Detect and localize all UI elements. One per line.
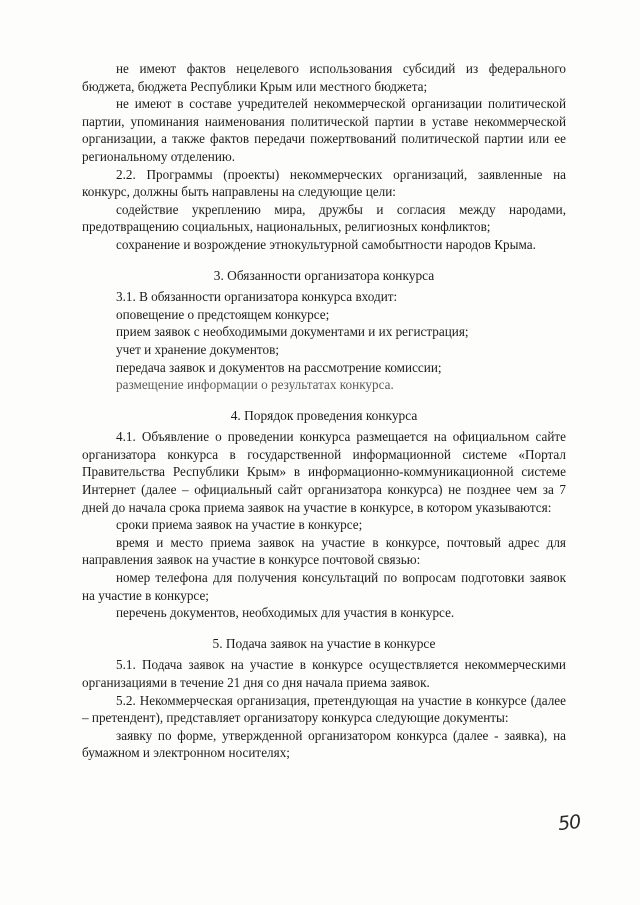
list-item: номер телефона для получения консультаций по вопросам подготовки заявок на участие в конкурсе; [82,570,566,603]
paragraph: 3.1. В обязанности организатора конкурса входит: [116,289,398,305]
list-item: сроки приема заявок на участие в конкурсе; [116,517,363,533]
list-item: время и место приема заявок на участие в конкурсе, почтовый адрес для направления заявок на участие в конкурсе почтовой связью: [82,534,566,568]
paragraph: 2.2. Программы (проекты) некоммерческих организаций, заявленные на конкурс, должны быть направлены на следующие цели: [82,166,566,200]
section-heading: 5. Подача заявок на участие в конкурсе [212,635,436,651]
list-item: перечень документов, необходимых для участия в конкурсе. [116,605,455,621]
list-item: заявку по форме, утвержденной организатором конкурса (далее - заявка), на бумажном и электронном носителях; [82,727,566,761]
list-item: размещение информации о результатах конкурса. [116,377,394,393]
paragraph: 5.2. Некоммерческая организация, претендующая на участие в конкурсе (далее – претендент), представляет организатору конкурса следующие документы: [82,692,566,726]
paragraph: не имеют в составе учредителей некоммерческой организации политической партии, упоминания наименования политической партии в уставе некоммерческой организации, а также фактов передачи пожертвований политической партии или ее региональному отделению. [82,96,566,164]
list-item: учет и хранение документов; [116,341,279,357]
paragraph: не имеют фактов нецелевого использования субсидий из федерального бюджета, бюджета Республики Крым или местного бюджета; [82,61,566,94]
paragraph: сохранение и возрождение этнокультурной самобытности народов Крыма. [116,236,536,252]
handwritten-page-number: 50 [556,810,582,836]
document-page [82,60,566,762]
paragraph: 4.1. Объявление о проведении конкурса размещается на официальном сайте организатора конкурса в государственной информационной системе «Портал Правительства Республики Крым» в информационно-коммуникационной системе Интернет (далее – официальный сайт организатора конкурса) не позднее чем за 7 дней до начала срока приема заявок на участие в конкурсе, в котором указываются: [82,429,566,515]
paragraph: содействие укреплению мира, дружбы и согласия между народами, предотвращению социальных, национальных, религиозных конфликтов; [82,201,566,235]
list-item: прием заявок с необходимыми документами и их регистрация; [116,324,469,340]
section-heading: 4. Порядок проведения конкурса [230,407,418,423]
list-item: передача заявок и документов на рассмотрение комиссии; [116,359,442,375]
list-item: оповещение о предстоящем конкурсе; [116,306,330,322]
section-heading: 3. Обязанности организатора конкурса [213,267,435,283]
paragraph: 5.1. Подача заявок на участие в конкурсе осуществляется некоммерческими организациями в течение 21 дня со дня начала приема заявок. [82,657,566,690]
